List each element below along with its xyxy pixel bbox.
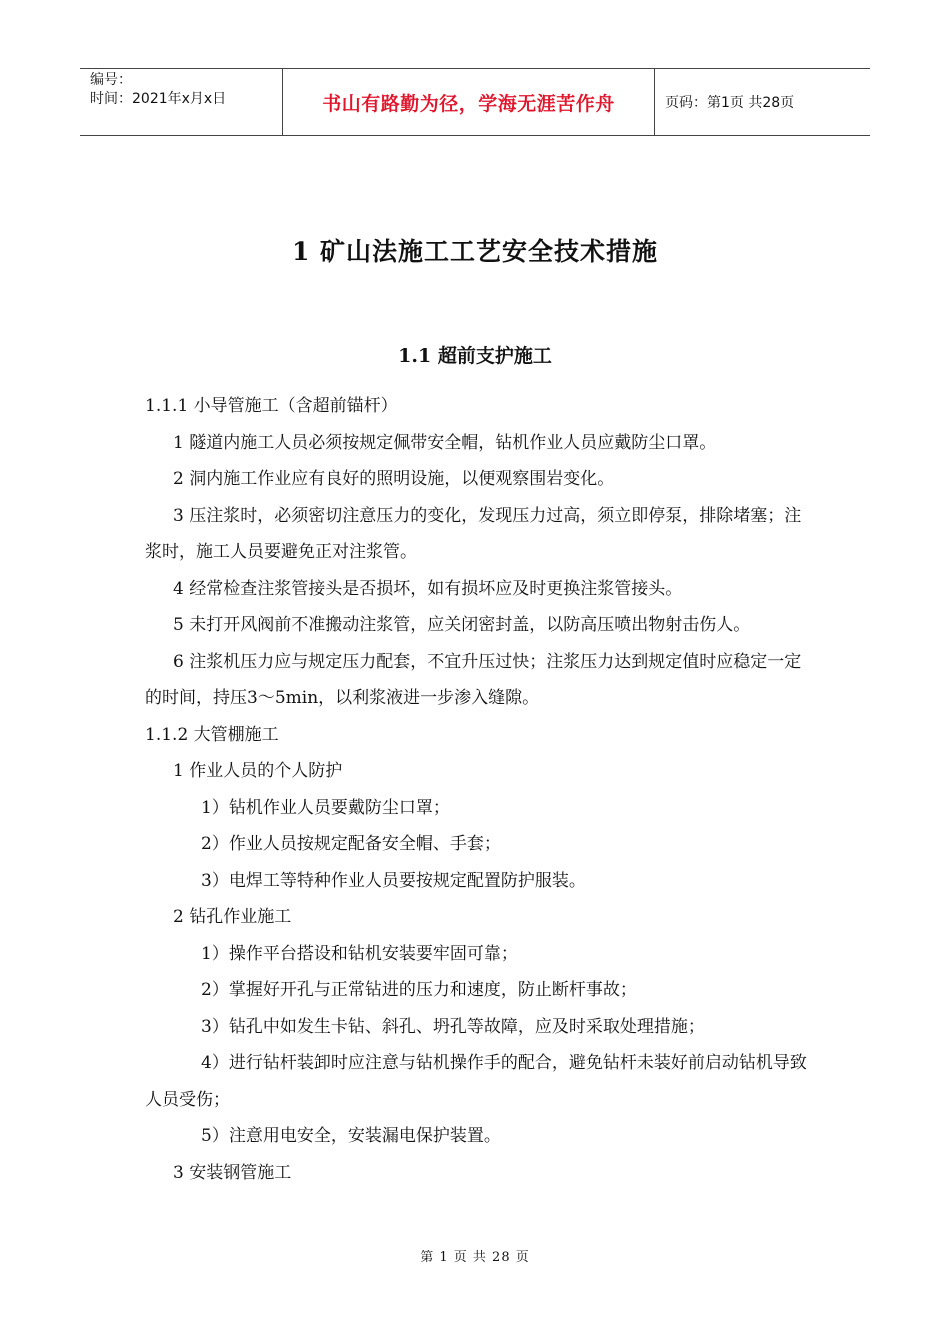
list-item: 2）掌握好开孔与正常钻进的压力和速度，防止断杆事故； bbox=[201, 980, 637, 1000]
document-number-label: 编号： bbox=[90, 72, 132, 88]
list-item: 4）进行钻杆装卸时应注意与钻机操作手的配合，避免钻杆未装好前启动钻机导致人员受伤； bbox=[145, 1053, 807, 1110]
header-page-info: 页码：第1页 共28页 bbox=[665, 95, 795, 111]
body-paragraph: 5 未打开风阀前不准搬动注浆管，应关闭密封盖，以防高压喷出物射击伤人。 bbox=[173, 615, 751, 635]
subsection-heading: 1.1.2 大管棚施工 bbox=[145, 724, 279, 745]
body-paragraph: 1 隧道内施工人员必须按规定佩带安全帽，钻机作业人员应戴防尘口罩。 bbox=[173, 432, 717, 453]
subsection-heading: 1.1.1 小导管施工（含超前锚杆） bbox=[145, 396, 398, 416]
page-footer: 第 1 页 共 28 页 bbox=[420, 1250, 530, 1265]
body-paragraph: 6 注浆机压力应与规定压力配套，不宜升压过快；注浆压力达到规定值时应稳定一定的时间，持压3～5min，以利浆液进一步渗入缝隙。 bbox=[145, 651, 802, 708]
list-item: 1）钻机作业人员要戴防尘口罩； bbox=[201, 797, 450, 818]
body-paragraph: 2 洞内施工作业应有良好的照明设施，以便观察围岩变化。 bbox=[173, 469, 615, 489]
list-item: 3）钻孔中如发生卡钻、斜孔、坍孔等故障，应及时采取处理措施； bbox=[201, 1016, 705, 1037]
header-meta bbox=[80, 69, 282, 135]
section-heading: 1.1 超前支护施工 bbox=[398, 345, 552, 367]
list-item: 3）电焊工等特种作业人员要按规定配置防护服装。 bbox=[201, 870, 586, 891]
body-paragraph: 2 钻孔作业施工 bbox=[173, 907, 292, 927]
page-header bbox=[80, 68, 870, 136]
body-paragraph: 3 压注浆时，必须密切注意压力的变化，发现压力过高，须立即停泵，排除堵塞；注浆时，施工人员要避免正对注浆管。 bbox=[145, 505, 802, 562]
body-paragraph: 1 作业人员的个人防护 bbox=[173, 761, 343, 781]
document-title: 1 矿山法施工工艺安全技术措施 bbox=[291, 237, 659, 266]
document-body bbox=[145, 388, 807, 1191]
body-paragraph: 3 安装钢管施工 bbox=[173, 1162, 292, 1183]
list-item: 1）操作平台搭设和钻机安装要牢固可靠； bbox=[201, 943, 518, 964]
list-item: 2）作业人员按规定配备安全帽、手套； bbox=[201, 834, 501, 854]
document-date: 时间：2021年x月x日 bbox=[90, 91, 227, 107]
header-motto: 书山有路勤为径，学海无涯苦作舟 bbox=[282, 69, 655, 135]
list-item: 5）注意用电安全，安装漏电保护装置。 bbox=[201, 1126, 501, 1146]
body-paragraph: 4 经常检查注浆管接头是否损坏，如有损坏应及时更换注浆管接头。 bbox=[173, 578, 683, 599]
